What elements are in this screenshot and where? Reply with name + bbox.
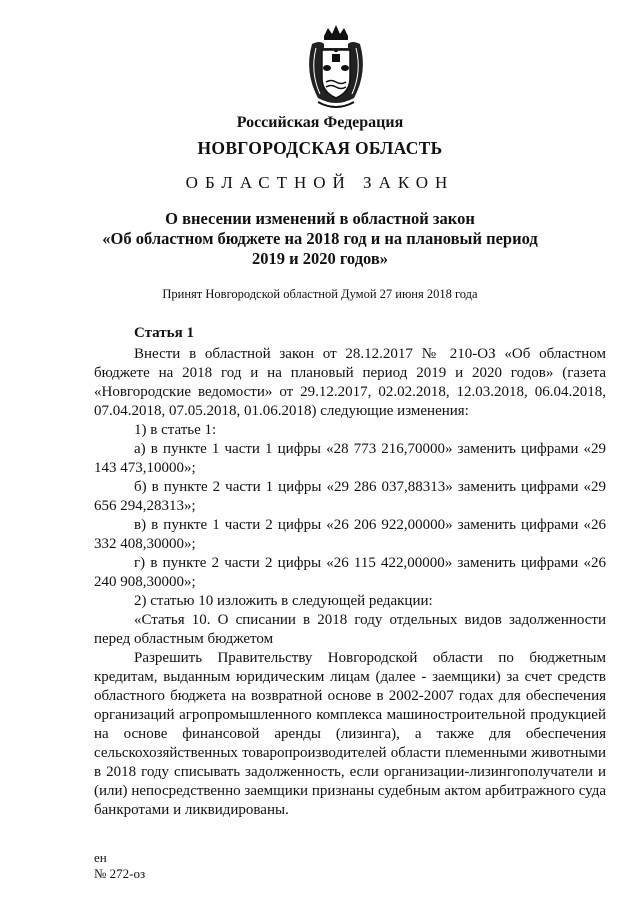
article-intro: Внести в областной закон от 28.12.2017 № 210-ОЗ «Об областном бюджете на 2018 год и на плановый период 2019 и 2020 годов» (газета «Новгородские ведомости» от 29.12.2017, 02.02.2018, 12.03.2018, 06.04.2018, 07.04.2018, 07.05.2018, 01.06.2018) следующие изменения:: [94, 346, 606, 419]
law-type: ОБЛАСТНОЙ ЗАКОН: [185, 173, 455, 192]
article-10-text: Разрешить Правительству Новгородской области по бюджетным кредитам, выданным юридическим лицам (далее - заемщики) за счет средств областного бюджета на возвратной основе в 2002-2007 годах для обеспечения организаций агропромышленного комплекса машиностроительной продукцией на основе финансовой аренды (лизинга), а также для обеспечения сельскохозяйственных товаропроизводителей области племенными животными в 2018 году списывать задолженность, если организации-лизингополучатели и (или) непосредственно заемщики признаны судебным актом арбитражного суда банкротами и ликвидированы.: [94, 650, 606, 818]
law-title-line: «Об областном бюджете на 2018 год и на плановый период: [102, 229, 538, 248]
list-item: г) в пункте 2 части 2 цифры «26 115 422,00000» заменить цифрами «26 240 908,30000»;: [94, 555, 606, 590]
adoption-note: Принят Новгородской областной Думой 27 июня 2018 года: [162, 287, 478, 301]
list-item: в) в пункте 1 части 2 цифры «26 206 922,00000» заменить цифрами «26 332 408,30000»;: [94, 517, 606, 552]
law-title-line: 2019 и 2020 годов»: [251, 249, 389, 268]
footer-initials: ен: [94, 850, 107, 865]
article-heading: Статья 1: [134, 325, 194, 341]
list-item: 1) в статье 1:: [134, 422, 217, 438]
law-title-line: О внесении изменений в областной закон: [165, 209, 475, 228]
novgorod-coat-of-arms-icon: [298, 22, 374, 110]
law-title: [0, 209, 640, 269]
document-footer: [94, 850, 145, 882]
list-item: 2) статью 10 изложить в следующей редакции:: [134, 593, 433, 609]
region-name: НОВГОРОДСКАЯ ОБЛАСТЬ: [197, 138, 443, 158]
article-10-heading: «Статья 10. О списании в 2018 году отдельных видов задолженности перед областным бюджетом: [94, 612, 606, 647]
list-item: б) в пункте 2 части 1 цифры «29 286 037,88313» заменить цифрами «29 656 294,28313»;: [94, 479, 606, 514]
list-item: а) в пункте 1 части 1 цифры «28 773 216,70000» заменить цифрами «29 143 473,10000»;: [94, 441, 606, 476]
country-name: Российская Федерация: [236, 114, 404, 131]
law-body: [94, 324, 606, 820]
footer-number: № 272-оз: [94, 866, 146, 881]
